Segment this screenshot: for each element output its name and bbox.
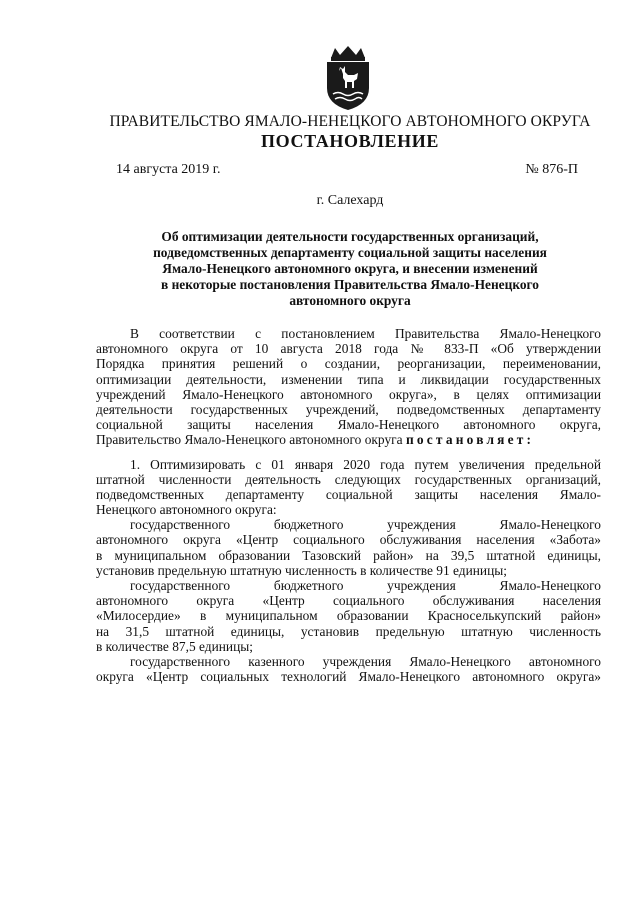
text-line: деятельности государственных учреждений, подведомственных департаменту	[96, 401, 601, 417]
text-line: 1. Оптимизировать с 01 января 2020 года путем увеличения предельной	[130, 456, 601, 472]
text-line	[96, 432, 601, 447]
text-line: государственного казенного учреждения Ямало-Ненецкого автономного	[130, 653, 601, 669]
text-line: штатной численности деятельность следующих государственных организаций,	[96, 471, 601, 487]
subject-line: в некоторые постановления Правительства Ямало-Ненецкого	[161, 277, 539, 292]
text-line: автономного округа от 10 августа 2018 года № 833-П «Об утверждении	[96, 341, 601, 357]
text-line: на 31,5 штатной единицы, установив предельную штатную численность	[96, 623, 601, 639]
text-line: государственного бюджетного учреждения Ямало-Ненецкого	[130, 578, 601, 593]
text-line: государственного бюджетного учреждения Ямало-Ненецкого	[130, 517, 601, 533]
text-line: автономного округа «Центр социального обслуживания населения «Забота»	[96, 532, 601, 548]
text-line: в количестве 87,5 единицы;	[96, 638, 253, 654]
yamal-coat-of-arms-icon	[321, 44, 375, 112]
document-type: ПОСТАНОВЛЕНИЕ	[261, 131, 439, 151]
text-line: Порядка принятия решений о создании, реорганизации, переименовании,	[96, 356, 601, 372]
subject-line: Об оптимизации деятельности государственных организаций,	[161, 229, 539, 244]
text-line: установив предельную штатную численность в количестве 91 единицы;	[96, 562, 507, 578]
text-line: «Милосердие» в муниципальном образовании Красноселькупский район»	[96, 608, 601, 624]
item-1b-paragraph	[96, 578, 601, 654]
text-line: автономного округа «Центр социального обслуживания населения	[96, 593, 601, 609]
text-line: в муниципальном образовании Тазовский район» на 39,5 штатной единицы,	[96, 547, 601, 563]
document-date: 14 августа 2019 г.	[116, 162, 221, 177]
item-1-paragraph	[96, 457, 601, 518]
preamble-paragraph	[96, 326, 601, 448]
text-line: В соответствии с постановлением Правительства Ямало-Ненецкого	[130, 326, 601, 341]
preamble-last: Правительство Ямало-Ненецкого автономного округа	[96, 432, 403, 448]
text-line: округа «Центр социальных технологий Ямало-Ненецкого автономного округа»	[96, 669, 601, 685]
document-body	[96, 326, 601, 684]
subject-line: Ямало-Ненецкого автономного округа, и внесении изменений	[162, 261, 538, 276]
government-name: ПРАВИТЕЛЬСТВО ЯМАЛО-НЕНЕЦКОГО АВТОНОМНОГО ОКРУГА	[109, 113, 591, 130]
text-line: социальной защиты населения Ямало-Ненецкого автономного округа,	[96, 417, 601, 433]
item-1c-paragraph	[96, 654, 601, 684]
item-1a-paragraph	[96, 517, 601, 578]
resolves-word: постановляет:	[405, 432, 535, 448]
text-line: подведомственных департаменту социальной защиты населения Ямало-	[96, 486, 601, 502]
subject-line: подведомственных департаменту социальной защиты населения	[153, 245, 547, 260]
text-line: учреждений Ямало-Ненецкого автономного округа», в целях оптимизации	[96, 386, 601, 402]
document-subject	[120, 229, 580, 309]
text-line: Ненецкого автономного округа:	[96, 502, 277, 518]
subject-line: автономного округа	[289, 293, 411, 308]
text-line: оптимизации деятельности, изменении типа и ликвидации государственных	[96, 371, 601, 387]
document-number: № 876-П	[525, 162, 578, 177]
document-city: г. Салехард	[316, 193, 384, 208]
